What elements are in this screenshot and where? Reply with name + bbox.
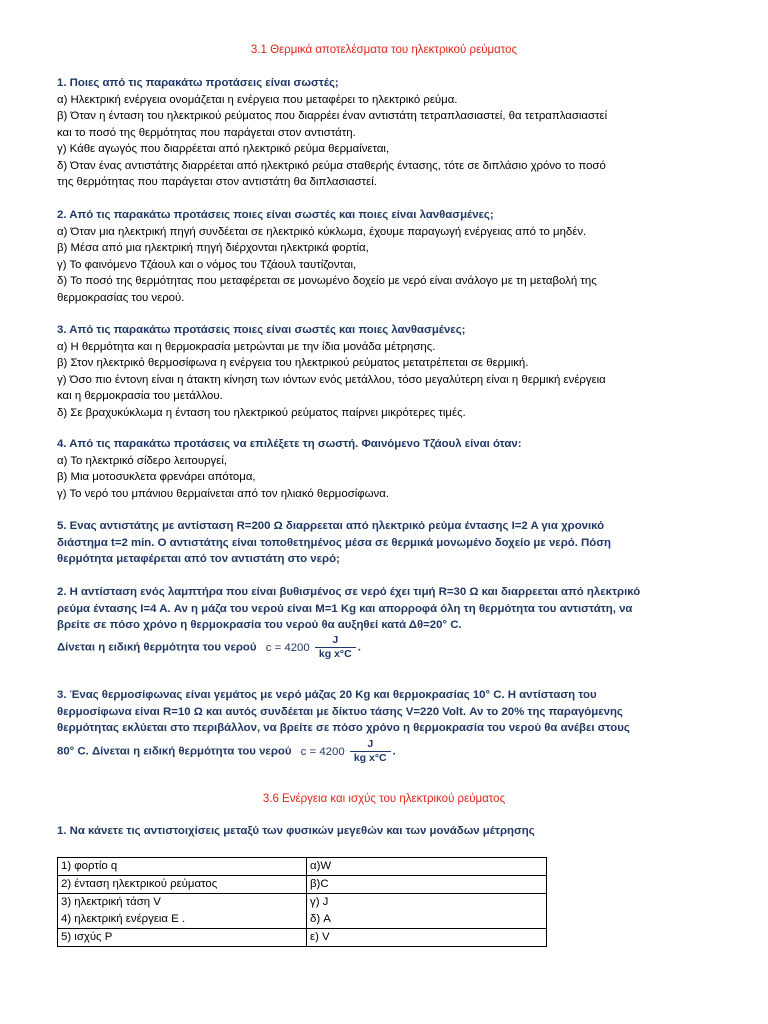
q6-line-4: Δίνεται η ειδική θερμότητα του νερού bbox=[57, 641, 257, 654]
q2-option-d: δ) Το ποσό της θερμότητας που μεταφέρεται σε μονωμένο δοχείο με νερό είναι ανάλογο με τη μεταβολή της bbox=[57, 275, 597, 287]
q5-line-2: διάστημα t=2 min. Ο αντιστάτης είναι τοποθετημένος μέσα σε θερμικά μονωμένο δοχείο με νερό. Πόση bbox=[57, 536, 611, 549]
q7-formula-lhs: c = 4200 bbox=[300, 745, 345, 758]
q7-line-2: θερμοσίφωνα είναι R=10 Ω και αυτός συνδέεται με δίκτυο τάσης V=220 Volt. Αν το 20% της παραγόμενης bbox=[57, 705, 623, 718]
table-row bbox=[58, 858, 547, 876]
q7-formula-denominator: kg x°C bbox=[353, 752, 387, 764]
q2-option-c: γ) Το φαινόμενο Τζάουλ και ο νόμος του Τζάουλ ταυτίζονται, bbox=[57, 258, 357, 271]
question-3-block bbox=[57, 322, 697, 421]
section-2-question-1 bbox=[57, 823, 697, 840]
q7-formula-numerator: J bbox=[350, 738, 391, 752]
q6-formula-fraction bbox=[315, 634, 356, 661]
q3-option-c-cont: και η θερμοκρασία του μετάλλου. bbox=[57, 390, 223, 402]
q2-option-a: α) Όταν μια ηλεκτρική πηγή συνδέεται σε ηλεκτρικό κύκλωμα, έχουμε παραγωγή ενέργειας από το μηδέν. bbox=[57, 225, 587, 238]
q4-option-b: β) Μια μοτοσυκλετα φρενάρει απότομα, bbox=[57, 471, 256, 483]
q6-formula-numerator: J bbox=[315, 634, 356, 648]
table-row bbox=[58, 894, 547, 912]
table-cell-unit: ε) V bbox=[307, 929, 547, 947]
table-cell-quantity: 2) ένταση ηλεκτρικού ρεύματος bbox=[58, 876, 307, 894]
table-row bbox=[58, 911, 547, 929]
matching-table bbox=[57, 857, 547, 947]
question-2-text: 2. Από τις παρακάτω προτάσεις ποιες είναι σωστές και ποιες είναι λανθασμένες; bbox=[57, 209, 494, 221]
q1-option-d: δ) Όταν ένας αντιστάτης διαρρέεται από ηλεκτρικό ρεύμα σταθερής έντασης, τότε σε διπλάσιο χρόνο το ποσό bbox=[57, 159, 606, 172]
q6-line-1: 2. Η αντίσταση ενός λαμπτήρα που είναι βυθισμένος σε νερό έχει τιμή R=30 Ω και διαρρεεται από ηλεκτρικό bbox=[57, 586, 641, 598]
q2-option-d-cont: θερμοκρασίας του νερού. bbox=[57, 291, 185, 304]
table-cell-unit: γ) J bbox=[307, 894, 547, 912]
q7-formula-fraction bbox=[350, 738, 391, 765]
question-1-text: 1. Ποιες από τις παρακάτω προτάσεις είναι σωστές; bbox=[57, 77, 339, 89]
table-cell-quantity: 3) ηλεκτρική τάση V bbox=[58, 894, 307, 912]
section-title-3-6: 3.6 Ενέργεια και ισχύς του ηλεκτρικού ρεύματος bbox=[262, 793, 506, 805]
table-cell-unit: α)W bbox=[307, 858, 547, 876]
q6-formula-line bbox=[57, 634, 697, 661]
q7-formula-line bbox=[57, 738, 697, 765]
q3-option-b: β) Στον ηλεκτρικό θερμοσίφωνα η ενέργεια του ηλεκτρικού ρεύματος μετατρέπεται σε θερμική. bbox=[57, 357, 529, 369]
q1-option-b: β) Όταν η ένταση του ηλεκτρικού ρεύματος που διαρρέει έναν αντιστάτη τετραπλασιαστεί, θα τετραπλασιαστεί bbox=[57, 110, 608, 122]
q7-line-1: 3. Ένας θερμοσίφωνας είναι γεμάτος με νερό μάζας 20 Kg και θερμοκρασίας 10° C. Η αντίσταση του bbox=[57, 689, 597, 701]
q5-line-1: 5. Ενας αντιστάτης με αντίσταση R=200 Ω διαρρεεται από ηλεκτρικό ρεύμα έντασης I=2 A για χρονικό bbox=[57, 520, 605, 532]
q6-line-2: ρεύμα έντασης I=4 A. Αν η μάζα του νερού είναι M=1 Kg και απορροφά όλη τη θερμότητα του αντιστάτη, να bbox=[57, 602, 633, 615]
q1-option-a: α) Ηλεκτρική ενέργεια ονομάζεται η ενέργεια που μεταφέρει το ηλεκτρικό ρεύμα. bbox=[57, 93, 458, 106]
q1-option-d-cont: της θερμότητας που παράγεται στον αντιστάτη θα διπλασιαστεί. bbox=[57, 176, 377, 188]
q2-option-b: β) Μέσα από μια ηλεκτρική πηγή διέρχονται ηλεκτρικά φορτία, bbox=[57, 242, 369, 254]
s2-q1-text: 1. Να κάνετε τις αντιστοιχίσεις μεταξύ των φυσικών μεγεθών και των μονάδων μέτρησης bbox=[57, 825, 535, 837]
question-4-text: 4. Από τις παρακάτω προτάσεις να επιλέξετε τη σωστή. Φαινόμενο Τζάουλ είναι όταν: bbox=[57, 438, 522, 450]
q7-line-4: 80° C. Δίνεται η ειδική θερμότητα του νερού bbox=[57, 745, 292, 758]
question-5-block bbox=[57, 518, 697, 568]
table-cell-unit: β)C bbox=[307, 876, 547, 894]
question-4-block bbox=[57, 436, 697, 502]
table-cell-quantity: 4) ηλεκτρική ενέργεια E . bbox=[58, 911, 307, 929]
q6-formula-denominator: kg x°C bbox=[318, 648, 352, 660]
section-title-3-1: 3.1 Θερμικά αποτελέσματα του ηλεκτρικού ρεύματος bbox=[250, 44, 518, 56]
question-3-text: 3. Από τις παρακάτω προτάσεις ποιες είναι σωστές και ποιες λανθασμένες; bbox=[57, 324, 466, 336]
q3-option-d: δ) Σε βραχυκύκλωμα η ένταση του ηλεκτρικού ρεύματος παίρνει μικρότερες τιμές. bbox=[57, 406, 466, 419]
table-row bbox=[58, 929, 547, 947]
table-cell-quantity: 5) ισχύς P bbox=[58, 929, 307, 947]
q6-line-3: βρείτε σε πόσο χρόνο η θερμοκρασία του νερού θα αυξηθεί κατά Δθ=20° C. bbox=[57, 619, 462, 631]
q4-option-a: α) Το ηλεκτρικό σίδερο λειτουργεί, bbox=[57, 454, 228, 467]
table-row bbox=[58, 876, 547, 894]
q7-line-3: θερμότητας εκλύεται στο περιβάλλον, να βρείτε σε πόσο χρόνο η θερμοκρασία του νερού θα ανέβει στους bbox=[57, 722, 630, 734]
table-cell-quantity: 1) φορτίο q bbox=[58, 858, 307, 876]
q5-line-3: θερμότητα μεταφέρεται από τον αντιστάτη στο νερό; bbox=[57, 553, 340, 565]
question-1-block bbox=[57, 75, 697, 191]
q1-option-c: γ) Κάθε αγωγός που διαρρέεται από ηλεκτρικό ρεύμα θερμαίνεται, bbox=[57, 143, 390, 155]
q4-option-c: γ) Το νερό του μπάνιου θερμαίνεται από τον ηλιακό θερμοσίφωνα. bbox=[57, 487, 389, 500]
q3-option-c: γ) Όσο πιο έντονη είναι η άτακτη κίνηση των ιόντων ενός μετάλλου, τόσο μεγαλύτερη είναι η θερμική ενέργεια bbox=[57, 373, 606, 386]
q6-formula-end: . bbox=[357, 641, 361, 654]
question-7-block bbox=[57, 687, 697, 737]
q6-formula-lhs: c = 4200 bbox=[265, 641, 310, 654]
q7-formula-end: . bbox=[392, 745, 396, 758]
question-2-block bbox=[57, 207, 697, 306]
question-6-block bbox=[57, 584, 697, 634]
q3-option-a: α) Η θερμότητα και η θερμοκρασία μετρώνται με την ίδια μονάδα μέτρησης. bbox=[57, 340, 436, 353]
q1-option-b-cont: και το ποσό της θερμότητας που παράγεται στον αντιστάτη. bbox=[57, 126, 356, 139]
table-cell-unit: δ) A bbox=[307, 911, 547, 929]
